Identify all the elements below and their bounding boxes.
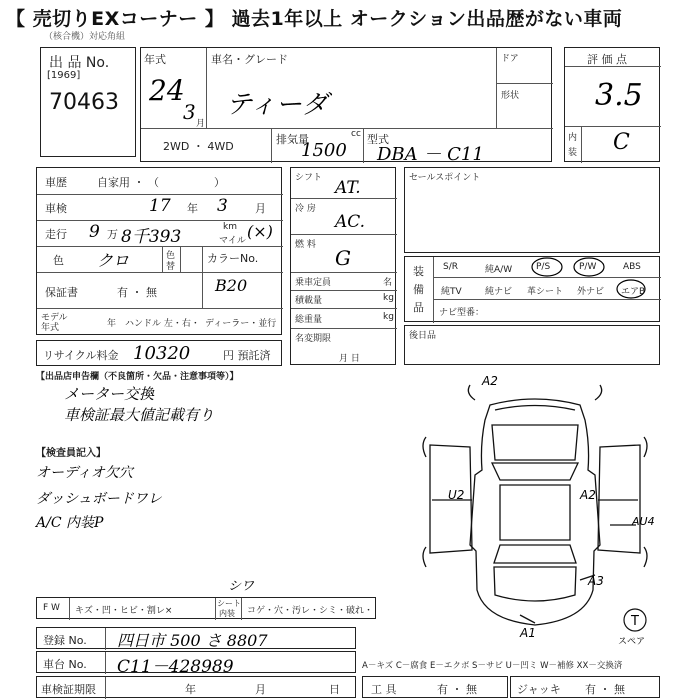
mileage-man: 9 xyxy=(89,222,100,242)
displacement-label: 排気量 xyxy=(276,133,309,146)
front-left-mirror xyxy=(468,385,475,400)
notes-label: 【出品店申告欄（不良箇所・欠品・注意事項等）】 xyxy=(36,372,239,382)
displacement-unit: cc xyxy=(351,129,361,139)
inspector-line3: A/C 内装P xyxy=(36,515,104,531)
recycle-label: リサイクル料金 xyxy=(43,349,119,362)
interior-value: C xyxy=(613,130,630,155)
model-year-label-2: 年式 xyxy=(41,323,60,333)
model-name-label: 車名・グレード xyxy=(211,53,288,66)
door-label: ドア xyxy=(501,54,519,64)
inspector-line2: ダッシュボードワレ xyxy=(36,491,162,507)
right-front-wheel xyxy=(644,437,647,457)
recycle-unit: 円 預託済 xyxy=(223,349,271,362)
sales-point-box xyxy=(404,167,660,253)
trunk xyxy=(494,567,576,601)
spare-circle-letter: T xyxy=(631,614,639,629)
hood xyxy=(492,425,578,460)
mark-a1: A1 xyxy=(520,626,536,640)
front-bumper xyxy=(495,406,575,411)
left-rear-wheel xyxy=(423,547,426,567)
equip-aw: 純A/W xyxy=(485,265,513,275)
model-year-label-1: モデル xyxy=(41,313,68,323)
warranty-options: 有 ・ 無 xyxy=(117,286,157,299)
equipment-label-3: 品 xyxy=(413,301,424,314)
cert-month-unit: 月 xyxy=(255,683,266,696)
tools-label: 工 具 xyxy=(371,683,397,696)
mark-au4: AU4 xyxy=(632,515,655,528)
color-change-2: 替 xyxy=(166,262,176,272)
lot-code: [1969] xyxy=(47,70,81,81)
inspection-year: 17 xyxy=(149,196,171,216)
windshield xyxy=(492,463,578,480)
chassis-value: C11－428989 xyxy=(117,657,234,677)
rear-window xyxy=(494,545,576,563)
roof xyxy=(500,485,570,540)
sales-point-label: セールスポイント xyxy=(409,173,481,183)
mark-a2-top: A2 xyxy=(482,375,498,388)
tools-row xyxy=(362,676,508,698)
fw-text2: コゲ・穴・汚レ・シミ・破れ・ xyxy=(247,606,374,616)
right-side xyxy=(598,445,640,553)
dealer-options: ディーラー・並行 xyxy=(205,319,277,329)
type-label: 型式 xyxy=(367,133,389,146)
name-change-unit: 月 日 xyxy=(339,354,360,364)
recycle-value: 10320 xyxy=(133,343,191,364)
color-code-value: B20 xyxy=(215,276,248,295)
jack-options: 有 ・ 無 xyxy=(585,683,625,696)
mileage-unit-mile: マイル xyxy=(219,236,246,246)
equipment-label-2: 備 xyxy=(413,283,424,296)
inspector-line1: オーディオ欠穴 xyxy=(36,465,133,481)
load-unit: kg xyxy=(383,293,394,303)
mark-a2-right: A2 xyxy=(580,488,596,502)
mark-u2: U2 xyxy=(448,488,465,502)
circle-airbag xyxy=(617,280,645,298)
chassis-label: 車台 No. xyxy=(43,658,87,671)
type-value: DBA － C11 xyxy=(377,144,484,165)
shift-label: シフト xyxy=(295,173,323,183)
equip-navi: 純ナビ xyxy=(485,287,513,297)
circle-pw xyxy=(574,258,604,276)
header-partial-text: （核合機）対応角組 xyxy=(44,32,126,42)
gross-label: 総重量 xyxy=(295,315,323,325)
recycle-box xyxy=(36,340,282,366)
lot-number: 70463 xyxy=(49,90,119,115)
color-value: クロ xyxy=(97,251,130,270)
score-value: 3.5 xyxy=(595,78,643,113)
registration-value: 四日市 500 さ 8807 xyxy=(117,631,268,650)
year-label: 年式 xyxy=(144,53,166,66)
fw-text: キズ・凹・ヒビ・割レ× xyxy=(75,606,173,616)
damage-legend: A－キズ C－腐食 E－エクボ S－サビ U－凹ミ W－補修 XX－交換済 xyxy=(362,661,623,671)
after-date-label: 後日品 xyxy=(409,331,437,341)
fw-seat-1: シート xyxy=(217,599,241,608)
score-label: 評 価 点 xyxy=(587,53,627,66)
equip-leather: 革シート xyxy=(527,287,564,297)
car-damage-diagram xyxy=(410,375,660,645)
cert-row xyxy=(36,676,356,698)
color-label: 色 xyxy=(53,254,64,267)
equip-abs: ABS xyxy=(623,262,641,272)
notes-line1: メーター交換 xyxy=(64,385,155,403)
equip-sr: S/R xyxy=(443,262,458,272)
lot-box xyxy=(40,47,136,157)
capacity-unit: 名 xyxy=(383,278,393,288)
tools-options: 有 ・ 無 xyxy=(437,683,477,696)
mileage-unit-km: km xyxy=(223,222,237,232)
capacity-label: 乗車定員 xyxy=(295,278,332,288)
interior-label-1: 内 xyxy=(568,133,578,143)
inspection-label: 車検 xyxy=(45,202,67,215)
shape-label: 形状 xyxy=(501,91,520,101)
name-change-label: 名変期限 xyxy=(295,334,332,344)
color-change-1: 色 xyxy=(166,251,176,261)
equip-ext-navi: 外ナビ xyxy=(577,287,605,297)
mileage-man-unit: 万 xyxy=(107,228,118,241)
cert-year-unit: 年 xyxy=(185,683,196,696)
interior-label-2: 装 xyxy=(568,148,578,158)
equip-nav-model: ナビ型番： xyxy=(439,308,485,318)
handle-options: ハンドル 左・右・ xyxy=(125,319,200,329)
history-label: 車歴 xyxy=(45,176,67,189)
displacement-value: 1500 xyxy=(301,140,347,161)
shift-value: AT. xyxy=(335,178,361,198)
right-rear-wheel xyxy=(644,547,647,567)
model-year-unit: 年 xyxy=(107,319,117,329)
vehicle-info-box xyxy=(140,47,552,165)
color-code-label: カラーNo. xyxy=(207,252,259,265)
cert-day-unit: 日 xyxy=(329,683,340,696)
mileage-rest: 8千393 xyxy=(121,227,182,247)
chassis-row xyxy=(36,651,356,677)
score-box xyxy=(564,47,660,162)
registration-row xyxy=(36,627,356,649)
mark-a3: A3 xyxy=(588,574,604,588)
equip-tv: 純TV xyxy=(441,287,462,297)
car-outline xyxy=(470,399,600,625)
damage-mark-a1-pointer xyxy=(520,615,535,623)
year-month-value: 3 xyxy=(183,100,196,124)
fw-row xyxy=(36,597,376,619)
spare-label: スペア xyxy=(618,637,646,645)
mileage-marked: (×) xyxy=(247,222,273,241)
equipment-label-1: 装 xyxy=(413,265,424,278)
equip-pw: P/W xyxy=(579,262,597,272)
model-name-value: ティーダ xyxy=(226,90,328,120)
cert-label: 車検証期限 xyxy=(41,683,96,696)
equipment-circles xyxy=(405,257,661,323)
ac-label: 冷 房 xyxy=(295,204,316,214)
load-label: 積載量 xyxy=(295,296,323,306)
inspection-month-unit: 月 xyxy=(255,202,266,215)
warranty-label: 保証書 xyxy=(45,286,78,299)
history-options: 自家用 ・ （ ） xyxy=(97,176,225,189)
fw-note: シワ xyxy=(228,579,255,594)
fuel-value: G xyxy=(335,246,351,270)
gross-unit: kg xyxy=(383,312,394,322)
details-box xyxy=(36,167,282,335)
inspection-month: 3 xyxy=(217,196,228,216)
drive-text: 2WD ・ 4WD xyxy=(163,140,234,153)
equip-ps: P/S xyxy=(536,262,551,272)
equip-airbag: エアB xyxy=(621,287,646,297)
fw-seat-2: 内装 xyxy=(219,609,235,618)
left-front-wheel xyxy=(423,437,426,457)
notes-line2: 車検証最大値記載有り xyxy=(64,406,215,424)
ac-value: AC. xyxy=(335,212,366,232)
fw-label: F W xyxy=(43,603,60,613)
banner-title: 【 売切りEXコーナー 】 過去1年以上 オークション出品歴がない車両 xyxy=(6,8,623,30)
registration-label: 登録 No. xyxy=(43,634,87,647)
lot-label: 出 品 No. xyxy=(49,55,110,71)
fuel-label: 燃 料 xyxy=(295,240,316,250)
year-month-unit: 月 xyxy=(196,119,206,129)
year-value: 24 xyxy=(149,74,185,107)
jack-row xyxy=(510,676,660,698)
specs-box xyxy=(290,167,396,365)
inspection-year-unit: 年 xyxy=(187,202,198,215)
circle-ps xyxy=(532,258,562,276)
equipment-box xyxy=(404,256,660,322)
jack-label: ジャッキ xyxy=(517,683,561,696)
inspector-label: 【検査員記入】 xyxy=(36,448,106,459)
mileage-label: 走行 xyxy=(45,228,67,241)
front-right-mirror xyxy=(595,385,602,400)
after-date-box xyxy=(404,325,660,365)
